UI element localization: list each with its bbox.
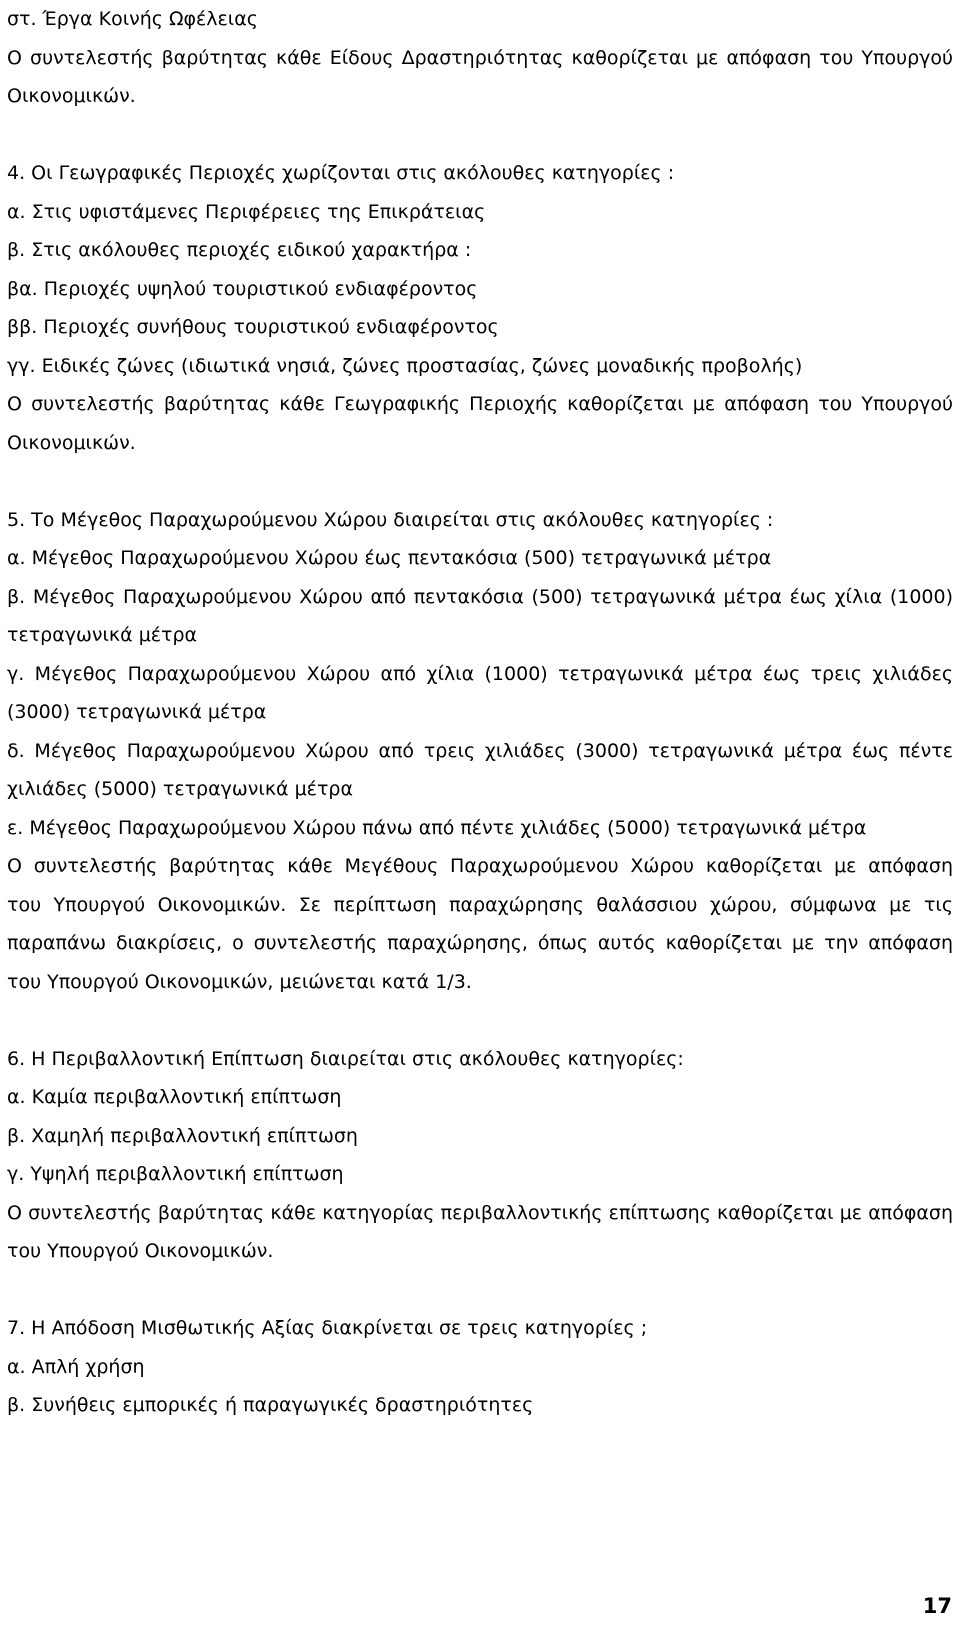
text-line: α. Μέγεθος Παραχωρούμενου Χώρου έως πεντακόσια (500) τετραγωνικά μέτρα xyxy=(7,547,772,569)
text-line: ε. Μέγεθος Παραχωρούμενου Χώρου πάνω από πέντε χιλιάδες (5000) τετραγωνικά μέτρα xyxy=(7,816,867,839)
text-line: γ. Μέγεθος Παραχωρούμενου Χώρου από χίλια (1000) τετραγωνικά μέτρα έως τρεις χιλιάδες xyxy=(7,662,953,685)
text-line: στ. Έργα Κοινής Ωφέλειας xyxy=(7,8,258,30)
text-line: του Υπουργού Οικονομικών. Σε περίπτωση παραχώρησης θαλάσσιου χώρου, σύμφωνα με τις xyxy=(7,893,953,916)
text-line: Οικονομικών. xyxy=(7,431,136,454)
text-line: τετραγωνικά μέτρα xyxy=(7,624,198,646)
text-line: β. Συνήθεις εμπορικές ή παραγωγικές δραστηριότητες xyxy=(7,1394,534,1416)
text-line: δ. Μέγεθος Παραχωρούμενου Χώρου από τρεις χιλιάδες (3000) τετραγωνικά μέτρα έως πέντε xyxy=(7,739,953,762)
text-line: χιλιάδες (5000) τετραγωνικά μέτρα xyxy=(7,778,353,800)
text-line: Ο συντελεστής βαρύτητας κάθε Μεγέθους Παραχωρούμενου Χώρου καθορίζεται με απόφαση xyxy=(7,855,953,877)
text-line: ββ. Περιοχές συνήθους τουριστικού ενδιαφέροντος xyxy=(7,316,499,338)
text-line: Ο συντελεστής βαρύτητας κάθε Γεωγραφικής Περιοχής καθορίζεται με απόφαση του Υπουργού xyxy=(7,393,953,415)
text-line: του Υπουργού Οικονομικών. xyxy=(7,1240,274,1262)
text-line: του Υπουργού Οικονομικών, μειώνεται κατά 1/3. xyxy=(7,970,472,993)
text-line: α. Απλή χρήση xyxy=(7,1355,145,1378)
text-line: (3000) τετραγωνικά μέτρα xyxy=(7,701,267,723)
text-line: Ο συντελεστής βαρύτητας κάθε Είδους Δραστηριότητας καθορίζεται με απόφαση του Υπουργού xyxy=(7,46,953,69)
text-line: γ. Υψηλή περιβαλλοντική επίπτωση xyxy=(7,1163,344,1185)
text-line: α. Καμία περιβαλλοντική επίπτωση xyxy=(7,1086,342,1108)
text-line: Ο συντελεστής βαρύτητας κάθε κατηγορίας περιβαλλοντικής επίπτωσης καθορίζεται με απόφαση xyxy=(7,1201,953,1224)
paragraph-gap xyxy=(7,1271,953,1310)
paragraph-gap xyxy=(7,462,953,501)
text-line: 4. Οι Γεωγραφικές Περιοχές χωρίζονται στις ακόλουθες κατηγορίες : xyxy=(7,162,675,184)
paragraph-gap xyxy=(7,116,953,155)
text-line: βα. Περιοχές υψηλού τουριστικού ενδιαφέροντος xyxy=(7,277,478,300)
text-line: α. Στις υφιστάμενες Περιφέρειες της Επικράτειας xyxy=(7,200,486,223)
text-line: 5. Το Μέγεθος Παραχωρούμενου Χώρου διαιρείται στις ακόλουθες κατηγορίες : xyxy=(7,508,774,531)
document-body xyxy=(7,0,953,1425)
text-line: 6. Η Περιβαλλοντική Επίπτωση διαιρείται στις ακόλουθες κατηγορίες: xyxy=(7,1047,684,1070)
text-line: β. Χαμηλή περιβαλλοντική επίπτωση xyxy=(7,1124,358,1147)
text-line: παραπάνω διακρίσεις, ο συντελεστής παραχώρησης, όπως αυτός καθορίζεται με την απόφαση xyxy=(7,932,953,954)
text-line: Οικονομικών. xyxy=(7,85,136,107)
page-number: 17 xyxy=(922,1594,952,1618)
text-line: γγ. Ειδικές ζώνες (ιδιωτικά νησιά, ζώνες προστασίας, ζώνες μοναδικής προβολής) xyxy=(7,354,803,377)
paragraph-gap xyxy=(7,1001,953,1040)
text-line: β. Μέγεθος Παραχωρούμενου Χώρου από πεντακόσια (500) τετραγωνικά μέτρα έως χίλια (1000) xyxy=(7,585,953,608)
text-line: 7. Η Απόδοση Μισθωτικής Αξίας διακρίνεται σε τρεις κατηγορίες ; xyxy=(7,1317,648,1339)
text-line: β. Στις ακόλουθες περιοχές ειδικού χαρακτήρα : xyxy=(7,239,472,261)
